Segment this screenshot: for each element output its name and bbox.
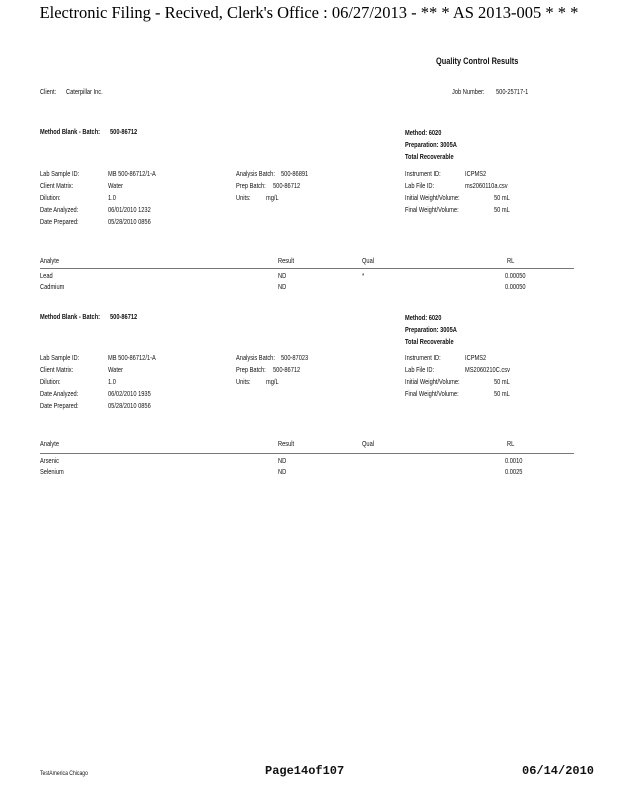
- final-volume-value: 50 mL: [494, 205, 510, 214]
- prep-batch-value: 500-86712: [273, 181, 301, 190]
- preparation-line: Preparation: 3005A: [405, 140, 457, 149]
- job-number-value: 500-25717-1: [496, 87, 529, 96]
- final-volume-label: Final Weight/Volume:: [405, 389, 459, 398]
- lab-file-id-label: Lab File ID:: [405, 365, 435, 374]
- block-title-label: Method Blank - Batch:: [40, 312, 101, 321]
- client-matrix-label: Client Matrix:: [40, 365, 74, 374]
- total-recoverable-line: Total Recoverable: [405, 337, 454, 346]
- prep-batch-label: Prep Batch:: [236, 365, 266, 374]
- date-prepared-label: Date Prepared:: [40, 401, 79, 410]
- total-recoverable-line: Total Recoverable: [405, 152, 454, 161]
- instrument-id-label: Instrument ID:: [405, 353, 441, 362]
- rl-cell: 0.00050: [505, 271, 526, 280]
- date-prepared-value: 05/28/2010 0856: [108, 217, 151, 226]
- date-prepared-label: Date Prepared:: [40, 217, 79, 226]
- instrument-id-label: Instrument ID:: [405, 169, 441, 178]
- preparation-line: Preparation: 3005A: [405, 325, 457, 334]
- initial-volume-label: Initial Weight/Volume:: [405, 193, 460, 202]
- footer-lab-name: TestAmerica Chicago: [40, 770, 88, 777]
- col-header-result: Result: [278, 256, 295, 265]
- footer-date: 06/14/2010: [522, 764, 595, 778]
- lab-sample-id-label: Lab Sample ID:: [40, 353, 80, 362]
- prep-batch-label: Prep Batch:: [236, 181, 266, 190]
- client-matrix-label: Client Matrix:: [40, 181, 74, 190]
- dilution-label: Dilution:: [40, 193, 61, 202]
- col-header-result: Result: [278, 439, 295, 448]
- units-value: mg/L: [266, 193, 279, 202]
- job-number-label: Job Number:: [452, 87, 485, 96]
- client-matrix-value: Water: [108, 365, 123, 374]
- dilution-label: Dilution:: [40, 377, 61, 386]
- client-label: Client:: [40, 87, 57, 96]
- client-matrix-value: Water: [108, 181, 123, 190]
- block-title-batch: 500-86712: [110, 312, 138, 321]
- result-cell: ND: [278, 271, 287, 280]
- rl-cell: 0.00050: [505, 282, 526, 291]
- analysis-batch-label: Analysis Batch:: [236, 353, 275, 362]
- client-value: Caterpillar Inc.: [66, 87, 103, 96]
- qual-cell: *: [362, 271, 365, 280]
- dilution-value: 1.0: [108, 377, 116, 386]
- final-volume-label: Final Weight/Volume:: [405, 205, 459, 214]
- col-header-analyte: Analyte: [40, 439, 59, 448]
- col-header-analyte: Analyte: [40, 256, 59, 265]
- lab-file-id-value: ms2060110a.csv: [465, 181, 508, 190]
- col-header-rl: RL: [507, 256, 515, 265]
- col-header-rl: RL: [507, 439, 515, 448]
- method-line: Method: 6020: [405, 313, 442, 322]
- filing-header: Electronic Filing - Recived, Clerk's Office : 06/27/2013 - ** * AS 2013-005 * * *: [39, 3, 579, 22]
- result-cell: ND: [278, 467, 287, 476]
- initial-volume-value: 50 mL: [494, 193, 510, 202]
- col-header-qual: Qual: [362, 256, 375, 265]
- analysis-batch-value: 500-87023: [281, 353, 309, 362]
- units-value: mg/L: [266, 377, 279, 386]
- date-prepared-value: 05/28/2010 0856: [108, 401, 151, 410]
- table-rule: [40, 453, 574, 454]
- table-rule: [40, 268, 574, 269]
- date-analyzed-value: 06/01/2010 1232: [108, 205, 151, 214]
- prep-batch-value: 500-86712: [273, 365, 301, 374]
- analyte-cell: Selenium: [40, 467, 64, 476]
- method-line: Method: 6020: [405, 128, 442, 137]
- units-label: Units:: [236, 193, 251, 202]
- date-analyzed-label: Date Analyzed:: [40, 205, 79, 214]
- analysis-batch-value: 500-86891: [281, 169, 309, 178]
- units-label: Units:: [236, 377, 251, 386]
- instrument-id-value: ICPMS2: [465, 353, 487, 362]
- date-analyzed-value: 06/02/2010 1935: [108, 389, 151, 398]
- lab-file-id-label: Lab File ID:: [405, 181, 435, 190]
- analysis-batch-label: Analysis Batch:: [236, 169, 275, 178]
- initial-volume-label: Initial Weight/Volume:: [405, 377, 460, 386]
- analyte-cell: Cadmium: [40, 282, 65, 291]
- analyte-cell: Arsenic: [40, 456, 59, 465]
- analyte-cell: Lead: [40, 271, 53, 280]
- result-cell: ND: [278, 456, 287, 465]
- dilution-value: 1.0: [108, 193, 116, 202]
- rl-cell: 0.0010: [505, 456, 523, 465]
- instrument-id-value: ICPMS2: [465, 169, 487, 178]
- lab-sample-id-value: MB 500-86712/1-A: [108, 353, 156, 362]
- block-title-label: Method Blank - Batch:: [40, 127, 101, 136]
- lab-file-id-value: MS2060210C.csv: [465, 365, 510, 374]
- col-header-qual: Qual: [362, 439, 375, 448]
- final-volume-value: 50 mL: [494, 389, 510, 398]
- initial-volume-value: 50 mL: [494, 377, 510, 386]
- result-cell: ND: [278, 282, 287, 291]
- lab-sample-id-value: MB 500-86712/1-A: [108, 169, 156, 178]
- date-analyzed-label: Date Analyzed:: [40, 389, 79, 398]
- rl-cell: 0.0025: [505, 467, 523, 476]
- footer-page-number: Page14of107: [265, 764, 345, 778]
- report-title: Quality Control Results: [436, 56, 519, 67]
- block-title-batch: 500-86712: [110, 127, 138, 136]
- lab-sample-id-label: Lab Sample ID:: [40, 169, 80, 178]
